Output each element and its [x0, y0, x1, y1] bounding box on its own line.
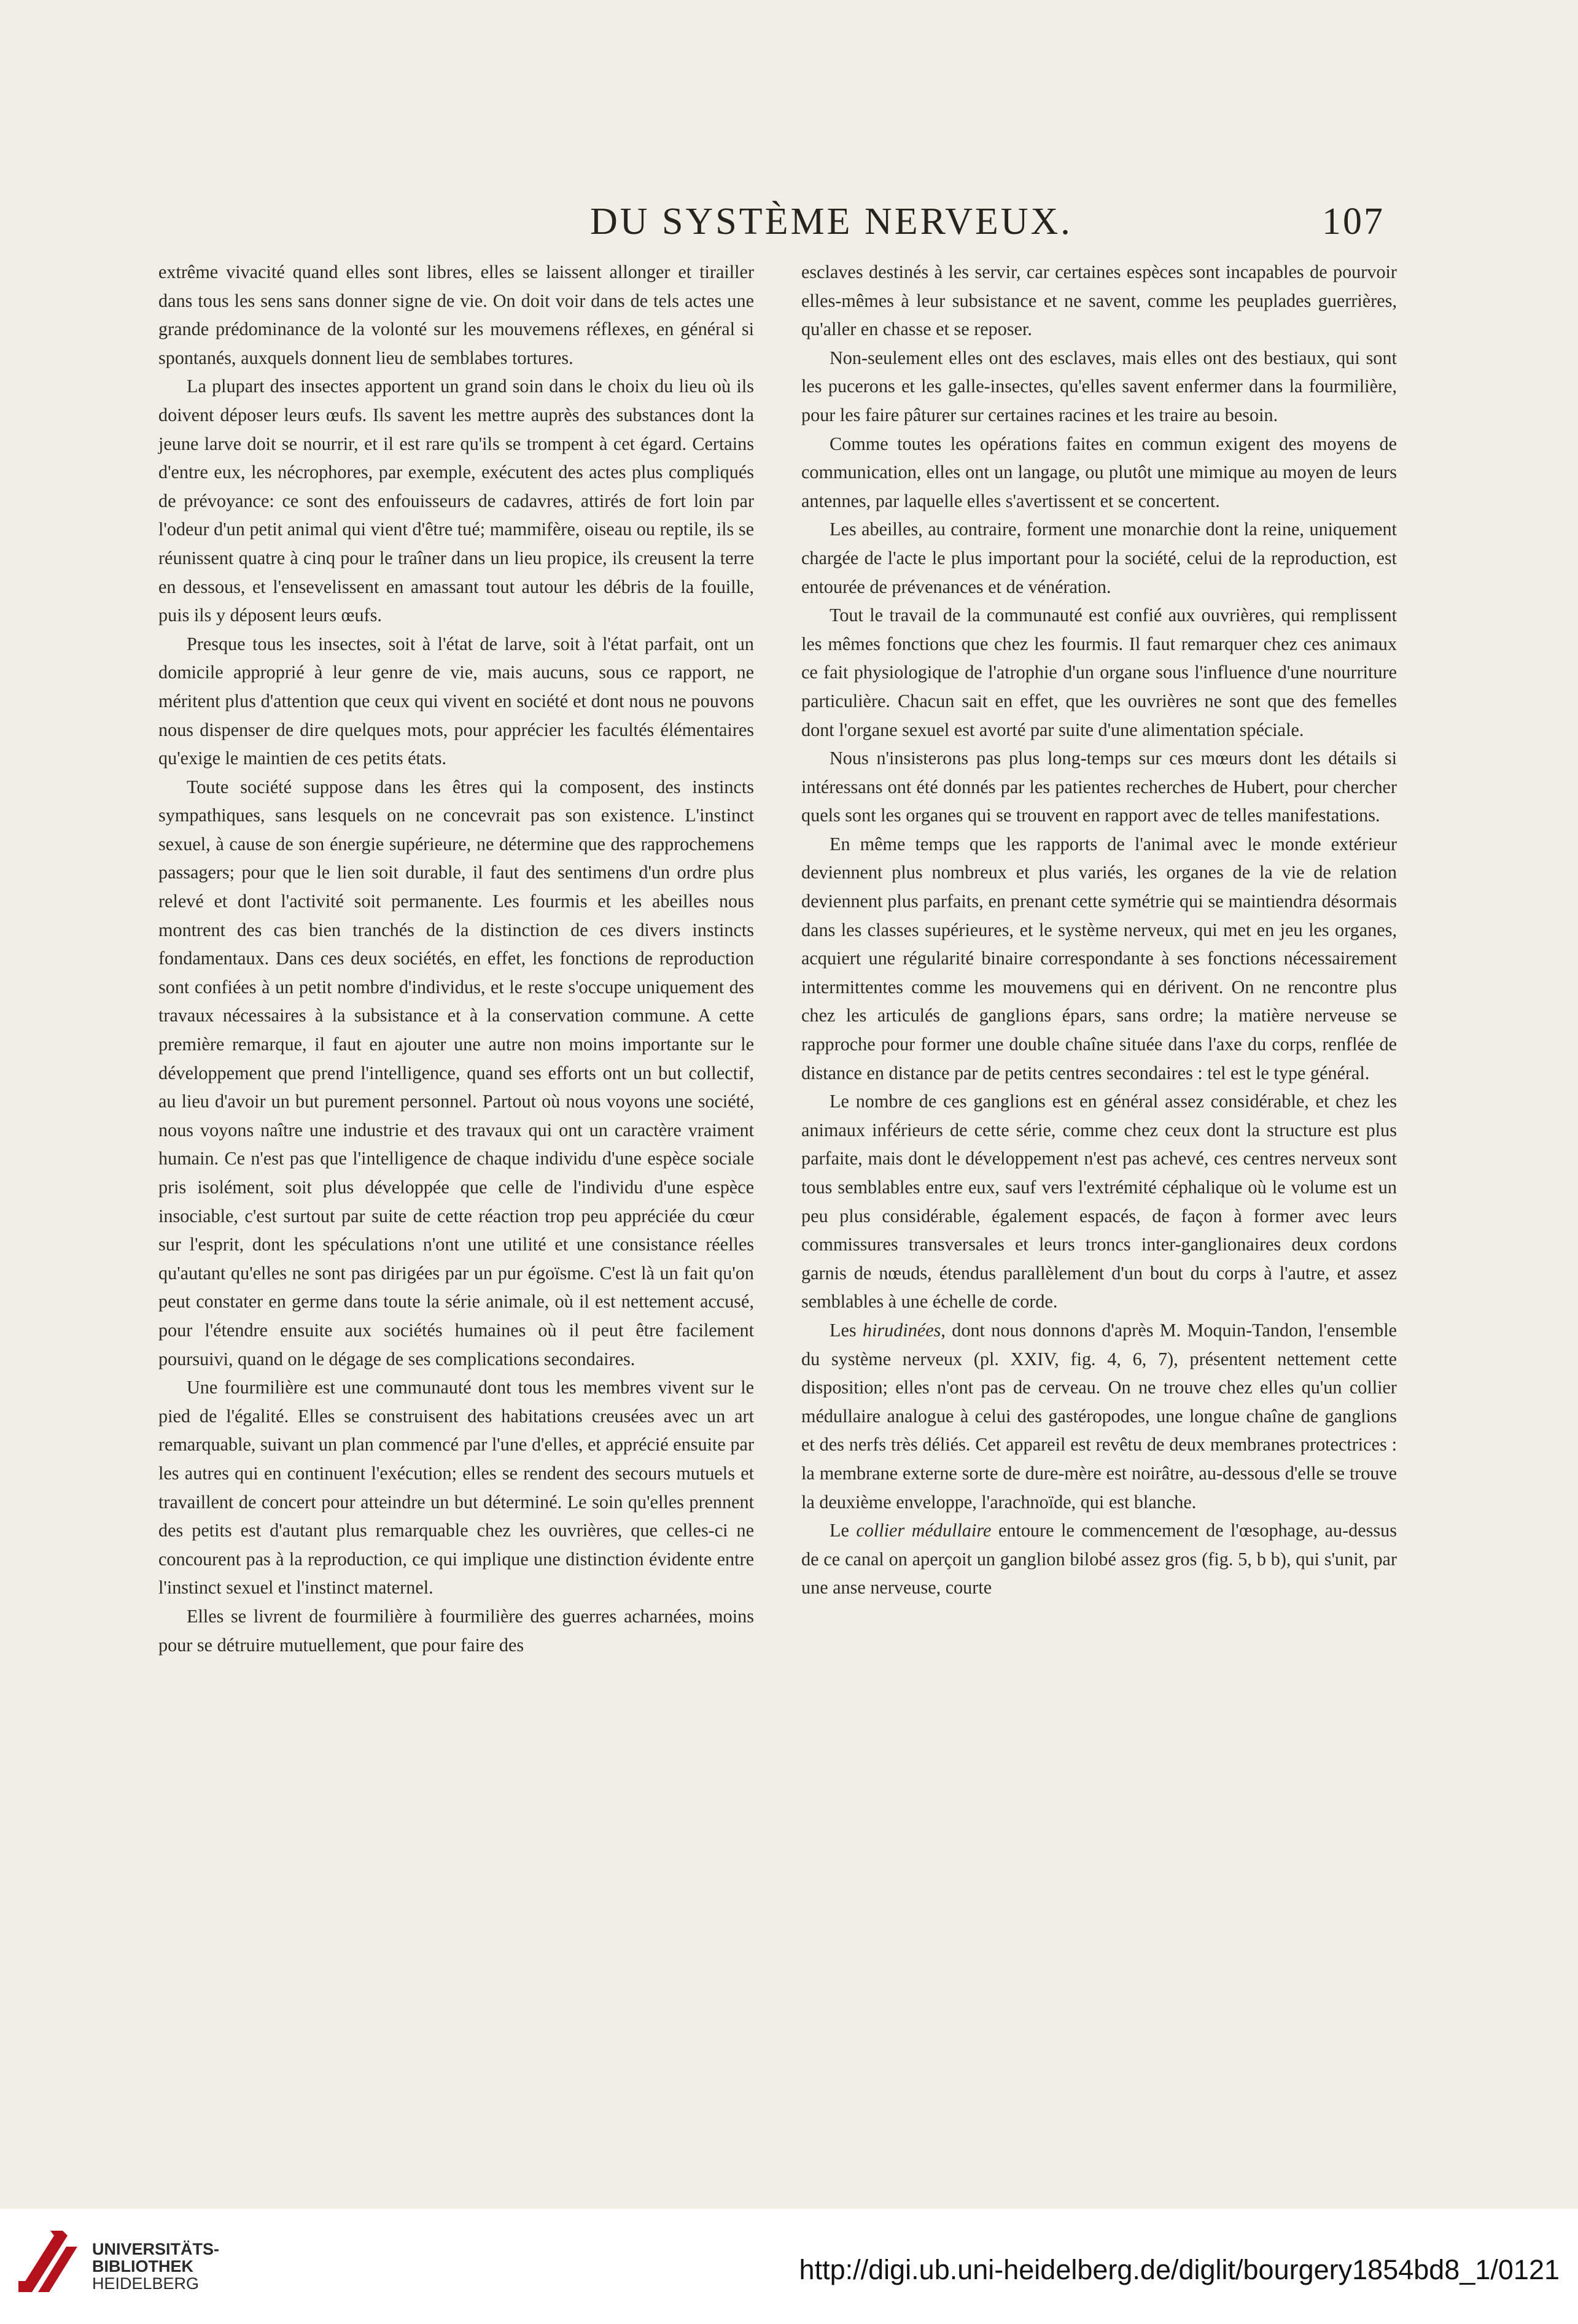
paragraph: extrême vivacité quand elles sont libres, elles se laissent allonger et tirailler dans tous les sens sans donner signe de vie. On doit voir dans de tels actes une grande prédominance de la volonté sur les mouvemens réflexes, en général si spontanés, auxquels donnent lieu de semblabes tortures. — [158, 261, 754, 368]
paragraph — [801, 1516, 1397, 1602]
paragraph: Une fourmilière est une communauté dont tous les membres vivent sur le pied de l'égalité. Elles se construisent des habitations creusées avec un art remarquable, suivant un plan commencé par l'une d'elles, et apprécié ensuite par les autres qui en continuent l'exécution; elles se rendent des secours mutuels et travaillent de concert pour atteindre un but déterminé. Le soin qu'elles prennent des petits est d'autant plus remarquable chez les ouvrières, que celles-ci ne concourent pas à la reproduction, ce qui implique une distinction évidente entre l'instinct sexuel et l'instinct maternel. — [158, 1377, 754, 1598]
paragraph: Toute société suppose dans les êtres qui la composent, des instincts sympathiques, sans lesquels on ne concevrait pas son existence. L'instinct sexuel, à cause de son énergie supérieure, ne détermine que des rapprochemens passagers; pour que le lien soit durable, il faut des sentimens d'un ordre plus relevé et dont l'activité soit permanente. Les fourmis et les abeilles nous montrent des cas bien tranchés de la distinction de ces divers instincts fondamentaux. Dans ces deux sociétés, en effet, les fonctions de reproduction sont confiées à un petit nombre d'individus, et le reste s'occupe uniquement des travaux nécessaires à la subsistance et à la conservation commune. A cette première remarque, il faut en ajouter une autre non moins importante sur le développement que prend l'intelligence, quand ses efforts ont un but collectif, au lieu d'avoir un but purement personnel. Partout où nous voyons une société, nous voyons naître une industrie et des travaux qui ont un caractère vraiment humain. Ce n'est pas que l'intelligence de chaque individu d'une espèce sociale pris isolément, soit plus développée que celle de l'individu d'une espèce insociable, c'est surtout par suite de cette réaction trop peu appréciée du cœur sur l'esprit, dont les spéculations n'ont une utilité et une consistance réelles qu'autant qu'elles ne sont pas dirigées par un pur égoïsme. C'est là un fait qu'on peut constater en germe dans toute la série animale, où il est nettement accusé, pour l'étendre ensuite aux sociétés humaines où il peut être facilement poursuivi, quand on le dégage de ses complications secondaires. — [158, 776, 754, 1369]
text-run: entoure le commencement de l'œsophage, au-dessus de ce canal on aperçoit un ganglion bilobé assez gros (fig. 5, b b), qui s'unit, par une anse nerveuse, courte — [801, 1520, 1397, 1598]
library-name-line: HEIDELBERG — [92, 2274, 200, 2293]
library-name-line: BIBLIOTHEK — [92, 2257, 193, 2276]
paragraph: Tout le travail de la communauté est confié aux ouvrières, qui remplissent les mêmes fonctions que chez les fourmis. Il faut remarquer chez ces animaux ce fait physiologique de l'atrophie d'un organe sous l'influence d'une nourriture particulière. Chacun sait en effet, que les ouvrières ne sont que des femelles dont l'organe sexuel est avorté par suite d'une alimentation spéciale. — [801, 605, 1397, 740]
paragraph: En même temps que les rapports de l'animal avec le monde extérieur deviennent plus nombreux et plus variés, les organes de la vie de relation deviennent plus parfaits, en prenant cette symétrie qui se maintiendra désormais dans les classes supérieures, et le système nerveux, qui met en jeu les organes, acquiert une régularité binaire correspondante à ses fonctions nécessairement intermittentes comme les mouvemens qui en dérivent. On ne rencontre plus chez les articulés de ganglions épars, sans ordre; la matière nerveuse se rapproche pour former une double chaîne située dans l'axe du corps, renflée de distance en distance par de petits centres secondaires : tel est le type général. — [801, 833, 1397, 1083]
running-title: DU SYSTÈME NERVEUX. — [590, 201, 1073, 242]
paragraph: Les abeilles, au contraire, forment une monarchie dont la reine, uniquement chargée de l'acte le plus important pour la société, celui de la reproduction, est entourée de prévenances et de vénération. — [801, 519, 1397, 597]
text-run: , dont nous donnons d'après M. Moquin-Tandon, l'ensemble du système nerveux (pl. XXIV, fig. 4, 6, 7), présentent nettement cette disposition; elles n'ont pas de cerveau. On ne trouve chez elles qu'un collier médullaire analogue à celui des gastéropodes, une longue chaîne de ganglions et des nerfs très déliés. Cet appareil est revêtu de deux membranes protectrices : la membrane externe sorte de dure-mère est noirâtre, au-dessous d'elle se trouve la deuxième enveloppe, l'arachnoïde, qui est blanche. — [801, 1319, 1397, 1513]
footer-bar — [0, 2209, 1578, 2324]
italic-term: collier médullaire — [856, 1520, 992, 1541]
right-column — [801, 258, 1397, 1602]
paragraph: La plupart des insectes apportent un grand soin dans le choix du lieu où ils doivent déposer leurs œufs. Ils savent les mettre auprès des substances dont la jeune larve doit se nourrir, et il est rare qu'ils se trompent à cet égard. Certains d'entre eux, les nécrophores, par exemple, exécutent des actes plus compliqués de prévoyance: ce sont des enfouisseurs de cadavres, attirés de fort loin par l'odeur d'un petit animal qui vient d'être tué; mammifère, oiseau ou reptile, ils se réunissent quatre à cinq pour le traîner dans un lieu propice, ils creusent la terre en dessous, et l'ensevelissent en amassant tout autour les débris de la fouille, puis ils y déposent leurs œufs. — [158, 376, 754, 626]
paragraph: Comme toutes les opérations faites en commun exigent des moyens de communication, elles ont un langage, ou plutôt une mimique au moyen de leurs antennes, par laquelle elles s'avertissent et se concertent. — [801, 433, 1397, 511]
library-name-line: UNIVERSITÄTS- — [92, 2240, 220, 2258]
italic-term: hirudinées — [862, 1319, 941, 1341]
source-url-link[interactable]: http://digi.ub.uni-heidelberg.de/diglit/bourgery1854bd8_1/0121 — [799, 2254, 1560, 2285]
paragraph: Nous n'insisterons pas plus long-temps sur ces mœurs dont les détails si intéressans ont été donnés par les patientes recherches de Hubert, pour chercher quels sont les organes qui se trouvent en rapport avec de telles manifestations. — [801, 748, 1397, 826]
left-column — [158, 258, 754, 1659]
page-header — [157, 195, 1385, 250]
text-run: Le — [830, 1520, 857, 1541]
paragraph: Elles se livrent de fourmilière à fourmilière des guerres acharnées, moins pour se détruire mutuellement, que pour faire des — [158, 1605, 754, 1656]
paragraph: Le nombre de ces ganglions est en général assez considérable, et chez les animaux inférieurs de cette série, comme chez ceux dont la structure est plus parfaite, mais dont le développement n'est pas achevé, ces centres nerveux sont tous semblables entre eux, sauf vers l'extrémité céphalique où le volume est un peu plus considérable, également espacés, de façon à former avec leurs commissures transversales et leurs troncs inter-ganglionaires deux cordons garnis de nœuds, étendus parallèlement d'un bout du corps à l'autre, et assez semblables à une échelle de corde. — [801, 1091, 1397, 1312]
paragraph — [801, 1316, 1397, 1516]
library-name — [92, 2241, 219, 2292]
paragraph: Non-seulement elles ont des esclaves, mais elles ont des bestiaux, qui sont les pucerons et les galle-insectes, qu'elles savent enfermer dans la fourmilière, pour les faire pâturer sur certaines racines et les traire au besoin. — [801, 347, 1397, 425]
text-run: Les — [830, 1319, 863, 1341]
paragraph: esclaves destinés à les servir, car certaines espèces sont incapables de pourvoir elles-mêmes à leur subsistance et ne savent, comme les peuplades guerrières, qu'aller en chasse et se reposer. — [801, 261, 1397, 340]
ub-heidelberg-logo-icon — [14, 2229, 81, 2297]
page-number: 107 — [1322, 201, 1385, 242]
paragraph: Presque tous les insectes, soit à l'état de larve, soit à l'état parfait, ont un domicile approprié à leur genre de vie, mais aucuns, sous ce rapport, ne méritent plus d'attention que ceux qui vivent en société et dont nous ne pouvons nous dispenser de dire quelques mots, pour apprécier les facultés élémentaires qu'exige le maintien de ces petits états. — [158, 633, 754, 769]
